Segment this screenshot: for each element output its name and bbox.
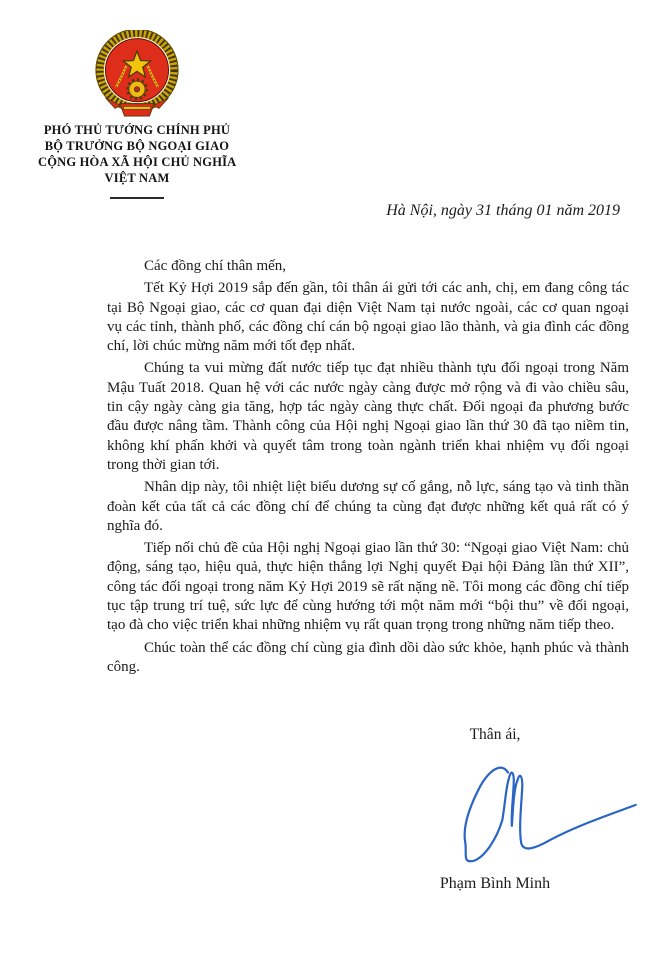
paragraph-4: Tiếp nối chủ đề của Hội nghị Ngoại giao lần thứ 30: “Ngoại giao Việt Nam: chủ động, sáng tạo, hiệu quả, thực hiện thắng lợi Nghị quyết Đại hội Đảng lần thứ XII”, công tác đối ngoại trong năm Kỷ Hợi 2019 sẽ rất nặng nề. Tôi mong các đồng chí tiếp tục tập trung trí tuệ, sức lực để cùng hướng tới một năm mới “bội thu” về đối ngoại, tạo đà cho việc triển khai những nhiệm vụ rất quan trọng trong những năm tiếp theo.: [107, 540, 629, 634]
dateline: Hà Nội, ngày 31 tháng 01 năm 2019: [386, 202, 620, 219]
letterhead-line-4: VIỆT NAM: [104, 171, 170, 185]
letterhead: [38, 30, 236, 199]
vietnam-national-emblem-icon: [94, 30, 180, 118]
letterhead-line-1: PHÓ THỦ TƯỚNG CHÍNH PHỦ: [43, 123, 231, 137]
handwritten-signature-icon: [449, 757, 649, 867]
letterhead-line-2: BỘ TRƯỞNG BỘ NGOẠI GIAO: [44, 139, 230, 153]
letterhead-line-3: CỘNG HÒA XÃ HỘI CHỦ NGHĨA: [38, 155, 237, 169]
signer-name: Phạm Bình Minh: [439, 875, 551, 892]
salutation: Các đồng chí thân mến,: [144, 258, 287, 274]
paragraph-2: Chúng ta vui mừng đất nước tiếp tục đạt nhiều thành tựu đối ngoại trong Năm Mậu Tuất 2018. Quan hệ với các nước ngày càng được mở rộng và đi vào chiều sâu, tin cậy ngày càng gia tăng, hợp tác ngày càng thực chất. Đối ngoại đa phương bước đầu được nâng tầm. Thành công của Hội nghị Ngoại giao lần thứ 30 đã tạo niềm tin, không khí phấn khởi và quyết tâm trong toàn ngành triển khai nhiệm vụ đối ngoại trong thời gian tới.: [107, 360, 629, 473]
valediction: Thân ái,: [469, 726, 521, 743]
paragraph-3: Nhân dịp này, tôi nhiệt liệt biểu dương sự cố gắng, nỗ lực, sáng tạo và tinh thần đoàn kết của tất cả các đồng chí để chúng ta cùng đạt được những kết quả rất có ý nghĩa đó.: [107, 479, 629, 534]
letterhead-divider: [110, 197, 164, 199]
letter-body: [107, 257, 629, 677]
paragraph-5: Chúc toàn thể các đồng chí cùng gia đình dồi dào sức khỏe, hạnh phúc và thành công.: [107, 639, 629, 675]
paragraph-1: Tết Kỷ Hợi 2019 sắp đến gần, tôi thân ái gửi tới các anh, chị, em đang công tác tại Bộ Ngoại giao, các cơ quan đại diện Việt Nam tại nước ngoài, các cơ quan ngoại vụ các tỉnh, thành phố, các đồng chí cán bộ ngoại giao lão thành, và gia đình các đồng chí, lời chúc mừng năm mới tốt đẹp nhất.: [107, 280, 629, 355]
